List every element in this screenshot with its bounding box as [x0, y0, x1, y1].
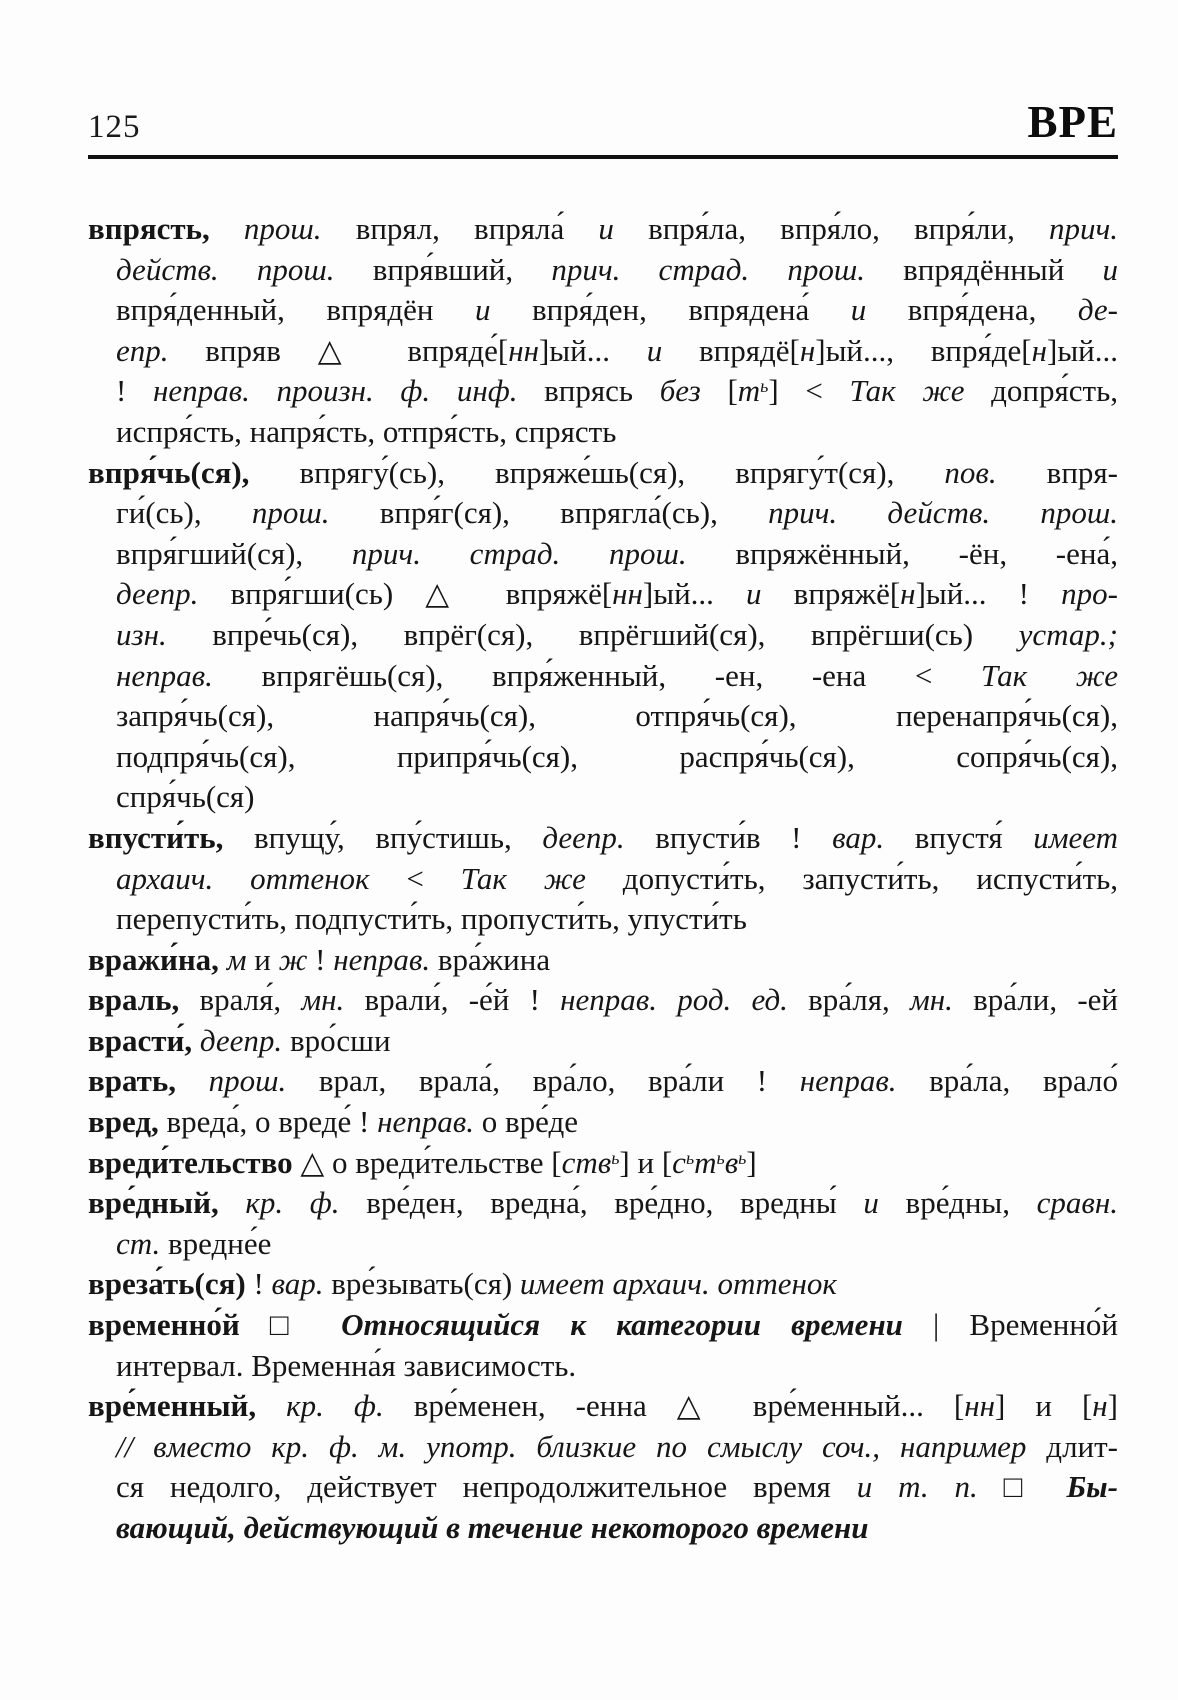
- text-segment: ] и [: [619, 1144, 673, 1180]
- text-segment: и т. п.: [856, 1469, 978, 1505]
- text-segment: врал, врала́, вра́ло, вра́ли !: [286, 1063, 800, 1099]
- dictionary-entry: [88, 209, 1118, 453]
- text-segment: вающий, действующий в течение некоторого времени: [116, 1510, 869, 1545]
- text-segment: вра́ля,: [787, 982, 910, 1018]
- text-segment: впряв △ впряде́[: [168, 332, 509, 368]
- entry-line: [88, 371, 1118, 412]
- text-segment: [256, 1388, 286, 1423]
- text-segment: □: [977, 1469, 1067, 1505]
- text-segment: изн.: [116, 616, 167, 652]
- text-segment: неправ.: [377, 1104, 474, 1140]
- text-segment: неправ.: [333, 941, 431, 977]
- text-segment: [210, 211, 244, 246]
- entry-line: [88, 534, 1118, 575]
- text-segment: прош.: [208, 1063, 287, 1099]
- text-segment: имеет архаич. оттенок: [519, 1266, 837, 1302]
- text-segment: враль,: [88, 982, 180, 1018]
- dictionary-entry: [88, 1183, 1118, 1264]
- text-segment: нн: [612, 576, 643, 612]
- text-segment: впрясть,: [88, 211, 210, 246]
- entry-line: [88, 1183, 1118, 1224]
- text-segment: пов.: [944, 454, 997, 490]
- entry-line: [88, 1305, 1118, 1346]
- text-segment: перепусти́ть, подпусти́ть, пропусти́ть, упусти́ть: [116, 901, 747, 937]
- entries-container: [88, 209, 1118, 1549]
- text-segment: мн.: [910, 982, 953, 1018]
- entry-line: [88, 290, 1118, 331]
- text-segment: Бы-: [1066, 1469, 1118, 1505]
- text-segment: ]: [1107, 1388, 1118, 1424]
- text-segment: о вре́де: [474, 1104, 579, 1140]
- guide-word: ВРЕ: [1027, 97, 1118, 147]
- text-segment: вар.: [271, 1266, 324, 1302]
- entry-line: [88, 209, 1118, 250]
- text-segment: прич.: [1048, 211, 1119, 246]
- text-segment: врать,: [88, 1063, 177, 1099]
- text-segment: Относящийся к категории времени: [341, 1307, 903, 1343]
- text-segment: ] и [: [995, 1388, 1093, 1424]
- text-segment: впря-: [996, 454, 1118, 490]
- text-segment: вре́ден, вредна́, вре́дно, вредны́: [339, 1185, 864, 1221]
- text-segment: запря́чь(ся), напря́чь(ся), отпря́чь(ся), перенапря́чь(ся),: [116, 698, 1118, 734]
- text-segment: впря́ден, впрядена́: [490, 292, 851, 328]
- text-segment: впустя́: [884, 819, 1034, 855]
- text-segment: ь: [611, 1147, 620, 1168]
- text-segment: впусти́ть,: [88, 819, 224, 855]
- text-segment: в: [724, 1144, 739, 1180]
- text-segment: подпря́чь(ся), припря́чь(ся), распря́чь(ся), сопря́чь(ся),: [116, 738, 1118, 774]
- entry-line: [88, 1021, 1118, 1062]
- text-segment: н: [1031, 332, 1047, 368]
- text-segment: впрягу́(сь), впряже́шь(ся), впрягу́т(ся),: [249, 454, 945, 490]
- text-segment: впущу́, впу́стишь,: [223, 819, 543, 855]
- text-segment: впря́вший,: [334, 251, 552, 287]
- entry-line: [88, 331, 1118, 372]
- entry-line: [88, 1143, 1118, 1184]
- text-segment: интервал. Временна́я зависимость.: [116, 1347, 577, 1383]
- text-segment: и: [246, 941, 279, 977]
- text-segment: вре́менный,: [88, 1388, 257, 1424]
- entry-line: [88, 1102, 1118, 1143]
- text-segment: ь: [738, 1147, 747, 1168]
- text-segment: | Временно́й: [902, 1307, 1118, 1343]
- text-segment: впрял, впряла́: [321, 211, 599, 246]
- text-segment: враля́,: [179, 982, 302, 1018]
- text-segment: т: [737, 373, 761, 409]
- text-segment: ]ый...: [642, 576, 747, 612]
- text-segment: и: [850, 292, 867, 328]
- text-segment: и: [598, 211, 614, 246]
- entry-line: [88, 574, 1118, 615]
- text-segment: и: [1102, 251, 1118, 287]
- text-segment: н: [1092, 1388, 1108, 1424]
- text-segment: допря́сть,: [964, 373, 1118, 409]
- text-segment: впряжё[: [761, 576, 901, 612]
- text-segment: впря́чь(ся),: [88, 454, 250, 490]
- text-segment: и: [746, 576, 762, 612]
- text-segment: [219, 942, 227, 977]
- text-segment: Так же: [981, 657, 1118, 693]
- text-segment: ств: [561, 1144, 612, 1180]
- entry-line: [88, 980, 1118, 1021]
- text-segment: нн: [508, 332, 539, 368]
- entry-line: [88, 493, 1118, 534]
- text-segment: вредне́е: [160, 1225, 272, 1261]
- text-segment: прич. действ. прош.: [768, 495, 1118, 531]
- text-segment: впусти́в !: [624, 819, 833, 855]
- text-segment: прич. страд. прош.: [351, 535, 687, 571]
- header-rule: [88, 155, 1118, 159]
- text-segment: впря́денный, впрядён: [116, 292, 475, 328]
- text-segment: вред,: [88, 1104, 159, 1140]
- entry-line: [88, 1467, 1118, 1508]
- text-segment: испря́сть, напря́сть, отпря́сть, спрясть: [116, 413, 617, 449]
- text-segment: вре́зывать(ся): [323, 1266, 520, 1302]
- dictionary-entry: [88, 1061, 1118, 1102]
- entry-line: [88, 899, 1118, 940]
- dictionary-entry: [88, 1305, 1118, 1386]
- text-segment: впре́чь(ся), впрёг(ся), впрёгший(ся), впрёгши(сь): [166, 616, 1019, 652]
- entry-line: [88, 818, 1118, 859]
- text-segment: про-: [1061, 576, 1118, 612]
- text-segment: допусти́ть, запусти́ть, испусти́ть,: [585, 860, 1119, 896]
- text-segment: архаич. оттенок: [116, 860, 370, 896]
- text-segment: и: [646, 332, 663, 368]
- dictionary-entry: [88, 1264, 1118, 1305]
- text-segment: впрядё[: [662, 332, 800, 368]
- text-segment: временно́й: [88, 1307, 240, 1343]
- text-segment: вре́дны,: [878, 1185, 1037, 1221]
- text-segment: <: [369, 860, 461, 896]
- text-segment: вражи́на,: [88, 941, 219, 977]
- text-segment: вреди́тельство: [88, 1144, 293, 1180]
- dictionary-entry: [88, 1102, 1118, 1143]
- text-segment: т: [694, 1144, 717, 1180]
- entry-line: [88, 1346, 1118, 1387]
- dictionary-entry: [88, 1021, 1118, 1062]
- text-segment: неправ. произн. ф. инф.: [153, 373, 518, 409]
- text-segment: ги́(сь),: [116, 495, 252, 531]
- text-segment: ь: [685, 1147, 695, 1168]
- text-segment: вре́дный,: [88, 1185, 219, 1221]
- page-header: [88, 0, 1118, 148]
- text-segment: н: [900, 576, 916, 612]
- entry-line: [88, 1508, 1118, 1549]
- text-segment: де-: [1077, 292, 1118, 328]
- text-segment: без: [659, 373, 701, 409]
- dictionary-entry: [88, 980, 1118, 1021]
- text-segment: [176, 1063, 209, 1098]
- text-segment: △ о вреди́тельстве [: [292, 1144, 562, 1180]
- text-segment: неправ.: [116, 657, 213, 693]
- text-segment: кр. ф.: [286, 1388, 384, 1424]
- text-segment: впрядённый: [864, 251, 1103, 287]
- text-segment: ]: [746, 1144, 757, 1180]
- text-segment: устар.;: [1018, 616, 1118, 652]
- text-segment: вре́менен, -енна △ вре́менный... [: [383, 1388, 965, 1424]
- text-segment: □: [239, 1307, 342, 1343]
- text-segment: ]ый..., впря́де[: [815, 332, 1032, 368]
- text-segment: вреза́ть(ся): [88, 1266, 246, 1302]
- entry-line: [88, 1427, 1118, 1468]
- text-segment: впрясь: [517, 373, 660, 409]
- text-segment: ]ый...: [538, 332, 647, 368]
- entry-line: [88, 737, 1118, 778]
- dictionary-entry: [88, 1143, 1118, 1184]
- text-segment: ст.: [116, 1225, 161, 1261]
- text-segment: впря́дена,: [866, 292, 1078, 328]
- text-segment: вра́ла, врало́: [896, 1063, 1118, 1099]
- entry-line: [88, 412, 1118, 453]
- text-segment: с: [672, 1144, 686, 1180]
- text-segment: и: [863, 1185, 879, 1221]
- text-segment: прош.: [243, 211, 322, 246]
- text-segment: имеет: [1033, 819, 1118, 855]
- text-segment: длит-: [1026, 1428, 1118, 1464]
- text-segment: спря́чь(ся): [116, 779, 255, 815]
- text-segment: [: [700, 373, 738, 409]
- text-segment: впря́г(ся), впрягла́(сь),: [329, 495, 769, 531]
- text-segment: вреда́, о вреде́ !: [158, 1104, 378, 1140]
- text-segment: ]ый...: [1047, 332, 1118, 368]
- text-segment: впря́гший(ся),: [116, 535, 352, 571]
- entry-line: [88, 1061, 1118, 1102]
- text-segment: // вместо кр. ф. м. употр. близкие по смыслу соч., например: [116, 1428, 1027, 1464]
- entry-line: [88, 453, 1118, 494]
- dictionary-entry: [88, 453, 1118, 818]
- text-segment: вар.: [832, 819, 885, 855]
- entry-line: [88, 777, 1118, 818]
- entry-line: [88, 1386, 1118, 1427]
- text-segment: деепр.: [116, 576, 199, 612]
- text-segment: неправ. род. ед.: [560, 982, 788, 1018]
- text-segment: ся недолго, действует непродолжительное время: [116, 1469, 857, 1505]
- text-segment: епр.: [116, 332, 169, 368]
- text-segment: впря́ла, впря́ло, впря́ли,: [613, 211, 1049, 246]
- text-segment: впряжённый, -ён, -ена́,: [686, 535, 1118, 571]
- text-segment: кр. ф.: [245, 1185, 340, 1221]
- text-segment: [219, 1185, 246, 1220]
- text-segment: [192, 1023, 200, 1058]
- text-segment: вра́ли, -ей: [952, 982, 1119, 1018]
- text-segment: вро́сши: [282, 1022, 391, 1058]
- text-segment: ж: [278, 941, 308, 977]
- dictionary-entry: [88, 940, 1118, 981]
- text-segment: неправ.: [799, 1063, 897, 1099]
- text-segment: ь: [716, 1147, 725, 1168]
- text-segment: Так же: [460, 860, 586, 896]
- entry-line: [88, 940, 1118, 981]
- text-segment: н: [799, 332, 816, 368]
- text-segment: ] <: [768, 373, 850, 409]
- text-segment: прич. страд. прош.: [551, 251, 865, 287]
- entry-line: [88, 1264, 1118, 1305]
- text-segment: Так же: [849, 373, 965, 409]
- text-segment: впря́гши(сь) △ впряжё[: [198, 576, 613, 612]
- entry-line: [88, 859, 1118, 900]
- text-segment: и: [474, 292, 491, 328]
- entry-line: [88, 1224, 1118, 1265]
- text-segment: !: [245, 1266, 272, 1302]
- text-segment: ]ый... !: [915, 576, 1062, 612]
- text-segment: !: [116, 373, 153, 409]
- entry-line: [88, 696, 1118, 737]
- text-segment: деепр.: [199, 1022, 283, 1058]
- dictionary-entry: [88, 1386, 1118, 1548]
- text-segment: нн: [964, 1388, 996, 1424]
- text-segment: вра́жина: [430, 941, 551, 977]
- text-segment: м: [226, 941, 247, 977]
- text-segment: действ. прош.: [116, 251, 335, 287]
- entry-line: [88, 656, 1118, 697]
- dictionary-entry: [88, 818, 1118, 940]
- text-segment: деепр.: [542, 819, 625, 855]
- text-segment: !: [307, 941, 334, 977]
- text-segment: прош.: [251, 495, 330, 531]
- text-segment: впрягёшь(ся), впря́женный, -ен, -ена <: [212, 657, 982, 693]
- text-segment: мн.: [301, 982, 345, 1018]
- page-number: 125: [88, 109, 141, 145]
- entry-line: [88, 250, 1118, 291]
- text-segment: врасти́,: [88, 1022, 193, 1058]
- text-segment: сравн.: [1036, 1185, 1119, 1221]
- text-segment: врали́, -е́й !: [344, 982, 561, 1018]
- text-segment: ь: [760, 376, 769, 397]
- entry-line: [88, 615, 1118, 656]
